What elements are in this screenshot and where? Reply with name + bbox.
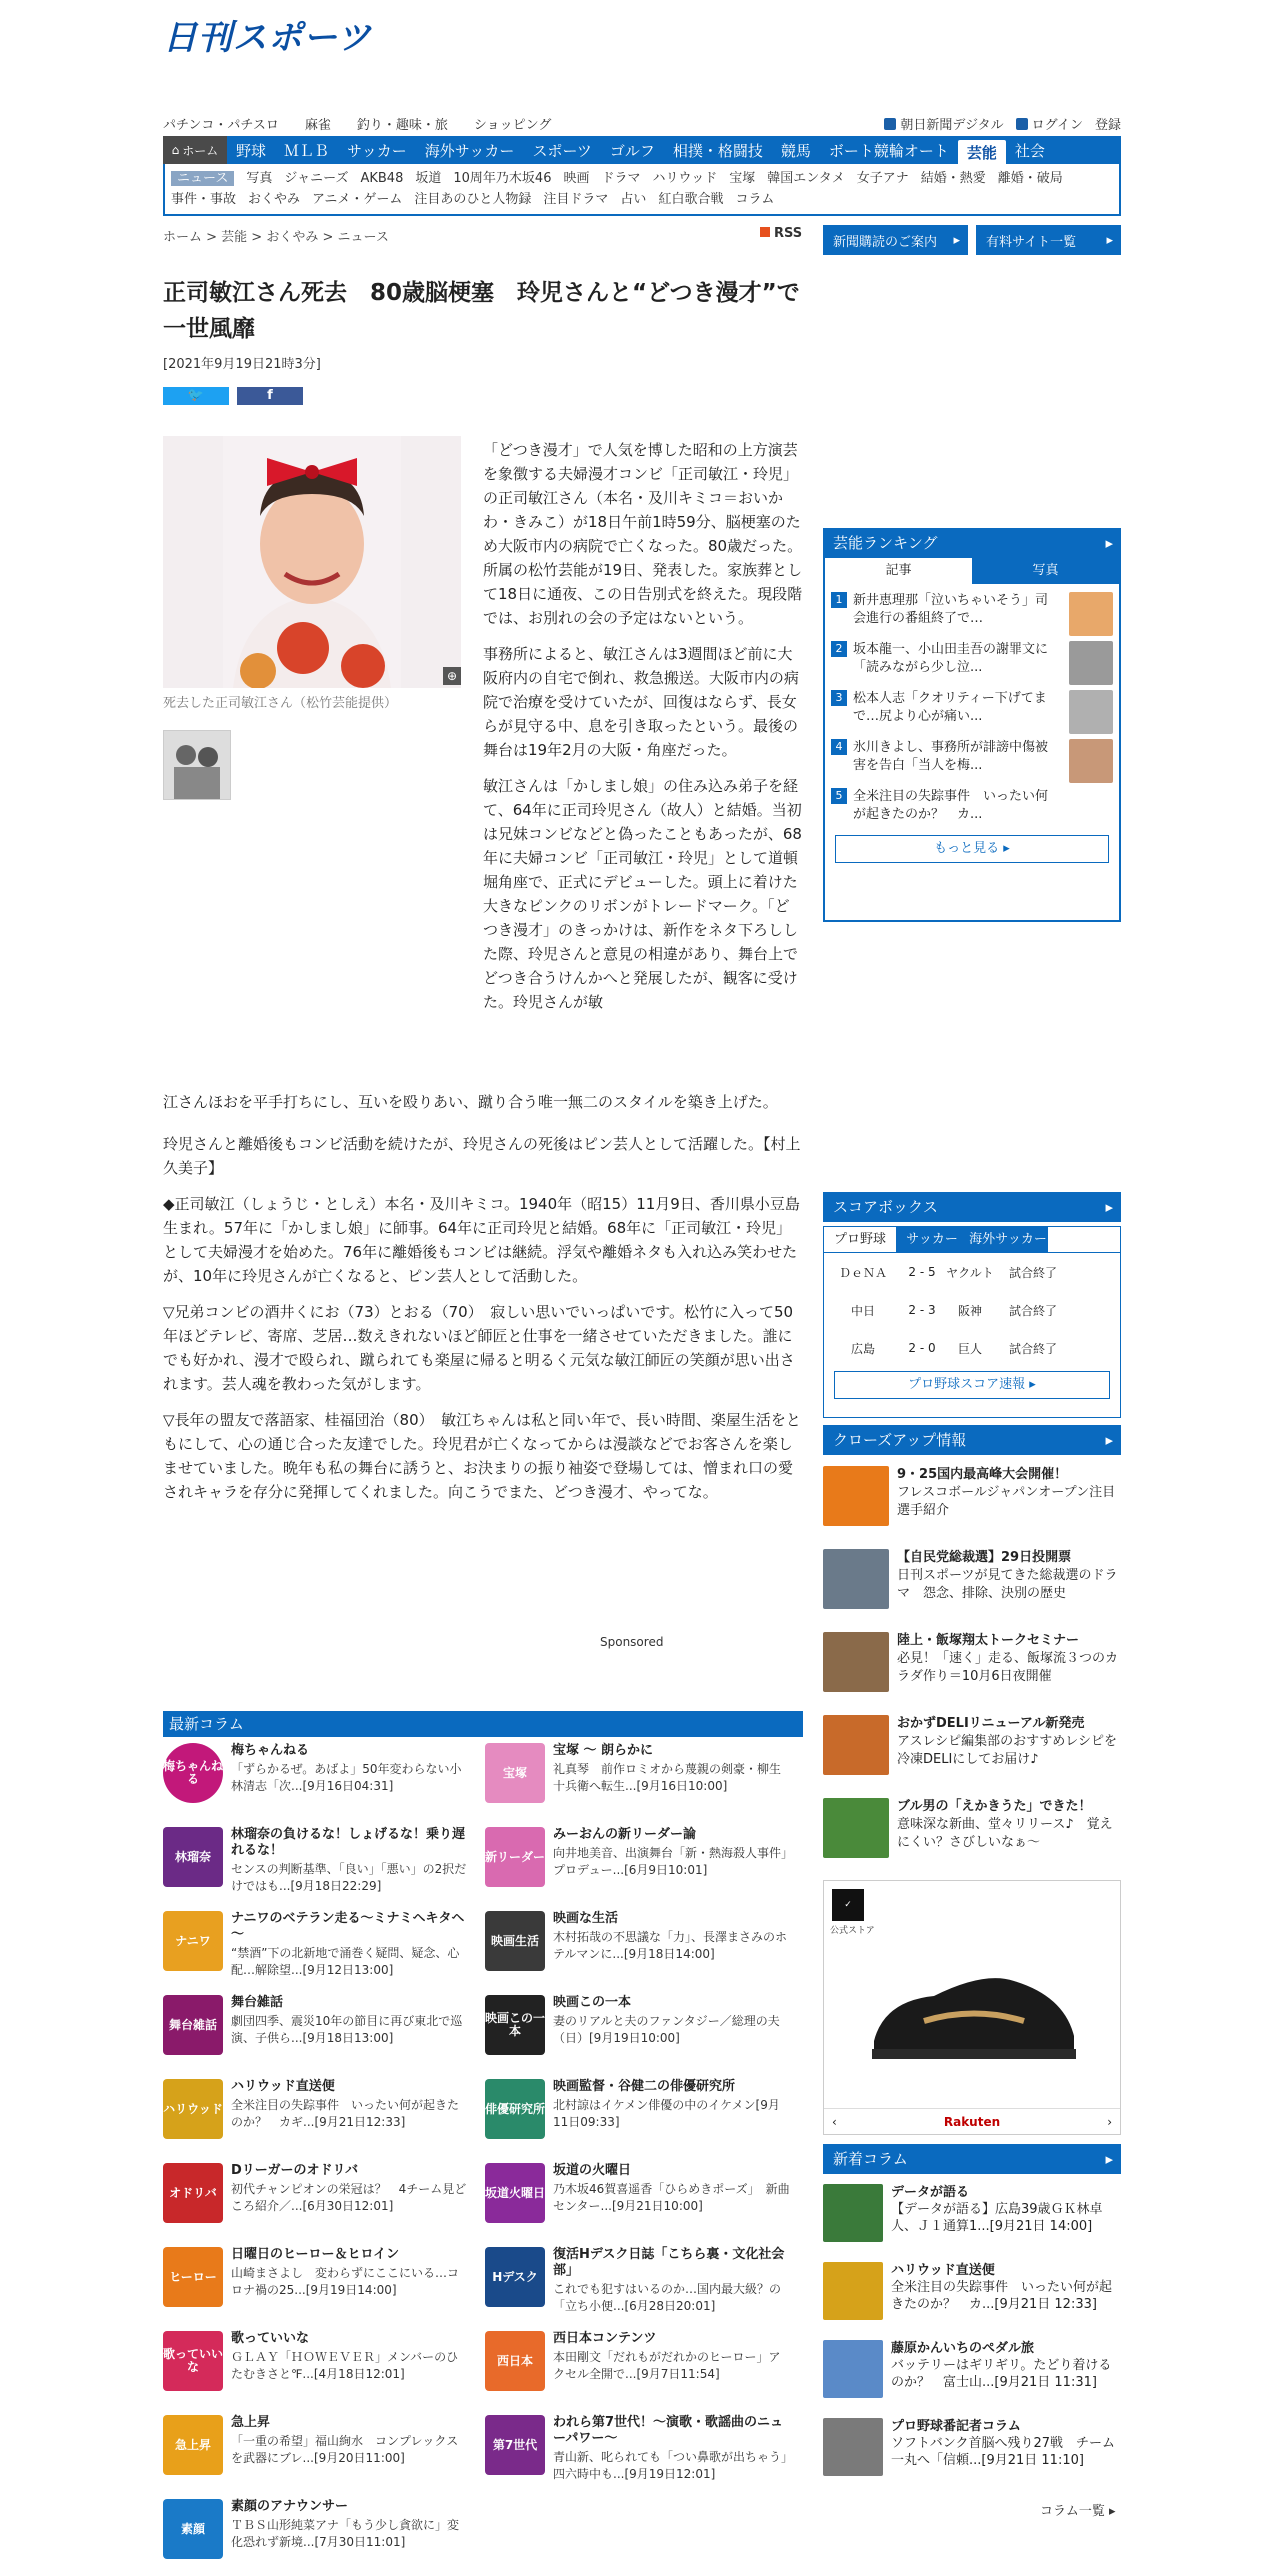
newcol-item[interactable]	[823, 2340, 1121, 2398]
newcol-text[interactable]: 全米注目の失踪事件 いったい何が起きたのか？ カ...[9月21日 12:33]	[891, 2280, 1113, 2312]
newcol-image	[823, 2418, 883, 2476]
column-item[interactable]	[485, 2331, 799, 2411]
home-team: ＤｅＮＡ	[838, 1265, 887, 1280]
ranking-box	[823, 558, 1121, 922]
column-item[interactable]	[163, 2499, 477, 2568]
closeup-item[interactable]	[823, 1632, 1121, 1712]
column-snippet[interactable]: 向井地美音、出演舞台「新・熱海殺人事件」プロデュー...[6月9日10:01]	[553, 1846, 788, 1877]
subnav-item[interactable]: 紅白歌合戦	[658, 192, 724, 207]
breadcrumb[interactable]: ホーム > 芸能 > おくやみ > ニュース	[163, 230, 389, 245]
score: 2 - 5	[908, 1265, 936, 1279]
paragraph: ◆正司敏江（しょうじ・としえ）本名・及川キミコ。1940年（昭15）11月9日、香川県小豆島生まれ。57年に「かしまし娘」に師事。64年に正司玲児と結婚。68年に「正司敏江・玲児」として夫婦漫才を始めた。76年に離婚後もコンビは継続。浮気や離婚ネタも入れ込み笑わせたが、10年に玲児さんが亡くなると、ピン芸人として活動した。	[163, 1195, 800, 1285]
column-item[interactable]	[163, 2079, 477, 2159]
top-links	[163, 114, 577, 133]
subnav-item[interactable]: 坂道	[415, 171, 442, 186]
column-title[interactable]: 歌っていいな	[231, 2331, 310, 2346]
photo-caption: 死去した正司敏江さん（松竹芸能提供）	[163, 696, 398, 711]
ranking-item[interactable]	[825, 633, 1119, 682]
subnav-item[interactable]: 写真	[246, 171, 273, 186]
column-icon: 映画この一本	[485, 1995, 545, 2055]
portrait-image	[163, 436, 461, 688]
column-item[interactable]	[485, 1743, 799, 1823]
column-item[interactable]	[163, 1827, 477, 1907]
column-snippet[interactable]: 礼真琴 前作ロミオから蔑親の剣豪・柳生十兵衛へ転生...[9月16日10:00]	[553, 1762, 782, 1793]
column-title[interactable]: 舞台雑話	[231, 1995, 284, 2010]
facebook-icon: f	[267, 388, 273, 403]
column-snippet[interactable]: 劇団四季、震災10年の節目に再び東北で巡演、子供ら...[9月18日13:00]	[231, 2014, 463, 2045]
column-snippet[interactable]: “禁酒”下の北新地で涌巻く疑問、疑念、心配…解除望...[9月12日13:00]	[231, 1946, 460, 1977]
twitter-share-button[interactable]	[163, 387, 229, 405]
thumbnail-image	[164, 731, 230, 799]
score-more-button[interactable]: プロ野球スコア速報 ▸	[834, 1371, 1110, 1399]
newcol-image	[823, 2184, 883, 2242]
column-icon: 歌っていいな	[163, 2331, 223, 2391]
nav-soccer[interactable]: サッカー	[347, 141, 407, 160]
closeup-text[interactable]: アスレシピ編集部のおすすめレシピを冷凍DELIにしてお届け♪	[897, 1734, 1117, 1767]
column-snippet[interactable]: ＧＬＡＹ「ＨＯＷＥＶＥＲ」メンバーのひたむきさと℉...[4月18日12:01]	[231, 2350, 459, 2381]
sponsored-label: Sponsored	[600, 1635, 664, 1649]
column-item[interactable]	[163, 2331, 477, 2411]
score: 2 - 3	[908, 1303, 936, 1317]
advertisement[interactable]	[823, 1880, 1121, 2135]
newcol-text[interactable]: バッテリーはギリギリ。たどり着けるのか？ 富士山...[9月21日 11:31]	[891, 2358, 1112, 2390]
rank-number: 3	[831, 690, 847, 706]
latest-columns-heading: 最新コラム	[163, 1711, 803, 1737]
subnav-item[interactable]: 10周年乃木坂46	[453, 171, 552, 186]
subnav-item[interactable]: AKB48	[360, 171, 404, 186]
nav-home[interactable]: ⌂ ホーム	[163, 136, 227, 164]
ranking-item[interactable]	[825, 584, 1119, 633]
closeup-image	[823, 1798, 889, 1858]
rss-icon	[760, 227, 770, 237]
column-title[interactable]: みーおんの新リーダー論	[553, 1827, 697, 1842]
subnav-item[interactable]: 女子アナ	[856, 171, 909, 186]
column-icon: 坂道火曜日	[485, 2163, 545, 2223]
toplink-pachinko[interactable]: パチンコ・パチスロ	[163, 118, 279, 133]
column-icon: 急上昇	[163, 2415, 223, 2475]
scorebox-heading: スコアボックス ▸	[823, 1192, 1121, 1222]
column-item[interactable]	[485, 2247, 799, 2327]
closeup-text[interactable]: フレスコボールジャパンオープン注目選手紹介	[897, 1485, 1116, 1518]
column-item[interactable]	[163, 2415, 477, 2495]
column-snippet[interactable]: これでも犯すはいるのか…国内最大級？の「立ち小便...[6月28日20:01]	[553, 2282, 782, 2313]
closeup-item[interactable]	[823, 1798, 1121, 1878]
subnav-news[interactable]: ニュース	[171, 171, 234, 186]
rank-photo[interactable]	[1069, 739, 1113, 783]
rank-number: 4	[831, 739, 847, 755]
rank-photo[interactable]	[1069, 641, 1113, 685]
rakuten-logo: Rakuten	[943, 2114, 1001, 2129]
rank-title[interactable]: 新井恵理那「泣いちゃいそう」司会進行の番組終了で…	[853, 593, 1049, 626]
closeup-item[interactable]	[823, 1549, 1121, 1629]
column-item[interactable]	[485, 1827, 799, 1907]
rank-number: 1	[831, 592, 847, 608]
closeup-text[interactable]: 必見！「速く」走る、飯塚流３つのカラダ作り＝10月6日夜開催	[897, 1651, 1119, 1684]
account-links	[872, 114, 1121, 133]
column-index-link[interactable]: コラム一覧 ▸	[1040, 2504, 1116, 2519]
rank-title[interactable]: 全米注目の失踪事件 いったい何が起きたのか？ カ...	[853, 789, 1049, 822]
column-title[interactable]: 梅ちゃんねる	[231, 1743, 310, 1758]
column-icon: ナニワ	[163, 1911, 223, 1971]
photo-thumbnail[interactable]	[163, 730, 231, 800]
twitter-icon: 🐦	[187, 388, 205, 403]
paid-sites-button[interactable]: 有料サイト一覧 ▸	[976, 225, 1121, 255]
subnav-item[interactable]: 離婚・破局	[997, 171, 1063, 186]
nav-society[interactable]: 社会	[1014, 141, 1045, 160]
paragraph: 玲児さんと離婚後もコンビ活動を続けたが、玲児さんの死後はピン芸人として活躍した。【村上久美子】	[163, 1135, 801, 1177]
column-title[interactable]: 西日本コンテンツ	[553, 2331, 657, 2346]
column-item[interactable]	[163, 1911, 477, 1991]
newcol-title[interactable]: ハリウッド直送便	[891, 2263, 995, 2278]
main-nav	[163, 136, 1121, 164]
column-icon: オドリバ	[163, 2163, 223, 2223]
article-body-top	[483, 438, 803, 1014]
ad-shop-label: 公式ストア	[830, 1926, 875, 1936]
column-snippet[interactable]: 北村諒はイケメン俳優の中のイケメン[9月11日09:33]	[553, 2098, 780, 2129]
column-snippet[interactable]: 妻のリアルと夫のファンタジー／総理の夫（日）[9月19日10:00]	[553, 2014, 780, 2045]
nav-boat[interactable]: ボート競輪オート	[828, 141, 949, 160]
column-item[interactable]	[485, 2415, 799, 2495]
paragraph: ▽兄弟コンビの酒井くにお（73）とおる（70） 寂しい思いでいっぱいです。松竹に入って50年ほどテレビ、寄席、芝居…数えきれないほど師匠と仕事を一緒させていただきました。誰にでも好かれ、漫才で殴られ、蹴られても楽屋に帰ると明るく元気な敏江師匠の笑顔が思い出されます。芸人魂を教わった気がします。	[163, 1303, 795, 1393]
column-title[interactable]: 映画な生活	[553, 1911, 619, 1926]
column-item[interactable]	[485, 2163, 799, 2243]
game-status[interactable]: 試合終了	[1008, 1303, 1057, 1318]
subnav-item[interactable]: コラム	[735, 192, 775, 207]
score-row[interactable]	[824, 1329, 1120, 1367]
nav-sumo[interactable]: 相撲・格闘技	[672, 141, 763, 160]
toplink-shopping[interactable]: ショッピング	[473, 118, 552, 133]
column-snippet[interactable]: 山崎まさよし 変わらずにここにいる…コロナ禍の25...[9月19日14:00]	[231, 2266, 460, 2297]
column-item[interactable]	[485, 1995, 799, 2075]
nav-entertainment[interactable]: 芸能	[958, 140, 1006, 164]
paragraph: 「どつき漫才」で人気を博した昭和の上方演芸を象徴する夫婦漫才コンビ「正司敏江・玲児」の正司敏江さん（本名・及川キミコ＝おいかわ・きみこ）が18日午前1時59分、脳梗塞のため大阪市内の病院で亡くなった。80歳だった。所属の松竹芸能が19日、発表した。家族葬として18日に通夜、この日告別式を終えた。現段階では、お別れの会の予定はないという。	[483, 441, 803, 627]
column-icon: Hデスク	[485, 2247, 545, 2307]
score-row[interactable]	[824, 1291, 1120, 1329]
subnav-item[interactable]: 占い	[620, 192, 647, 207]
column-snippet[interactable]: 「ずらかるぜ。あばよ」50年変わらない小林清志「次...[9月16日04:31]	[231, 1762, 462, 1793]
zoom-icon[interactable]: ⊕	[443, 667, 461, 685]
column-snippet[interactable]: 木村拓哉の不思議な「力」、長澤まさみのホテルマンに...[9月18日14:00]	[553, 1930, 788, 1961]
closeup-title[interactable]: 9・25国内最高峰大会開催！	[897, 1467, 1068, 1482]
ranking-tab-photos[interactable]: 写真	[972, 558, 1119, 584]
subnav-item[interactable]: 事件・事故	[171, 192, 237, 207]
column-title[interactable]: 日曜日のヒーロー＆ヒロイン	[231, 2247, 400, 2262]
site-logo[interactable]: 日刊スポーツ	[163, 18, 372, 58]
column-icon: 第7世代	[485, 2415, 545, 2475]
ranking-item[interactable]	[825, 780, 1119, 829]
subnav-item[interactable]: おくやみ	[248, 192, 301, 207]
ranking-list	[825, 584, 1119, 829]
column-snippet[interactable]: 本田剛文「だれもがだれかのヒーロー」アクセル全開で...[9月7日11:54]	[553, 2350, 781, 2381]
column-icon: 西日本	[485, 2331, 545, 2391]
ad-next-icon[interactable]: ›	[1107, 2114, 1112, 2129]
closeup-item[interactable]	[823, 1715, 1121, 1795]
paragraph: 江さんほおを平手打ちにし、互いを殴りあい、蹴り合う唯一無二のスタイルを築き上げた。	[163, 1093, 778, 1111]
article-title: 正司敏江さん死去 80歳脳梗塞 玲児さんと“どつき漫才”で一世風靡	[163, 280, 800, 342]
nav-world-soccer[interactable]: 海外サッカー	[424, 141, 515, 160]
closeup-image	[823, 1715, 889, 1775]
column-item[interactable]	[163, 2247, 477, 2327]
newcol-text[interactable]: 【データが語る】広島39歳ＧＫ林卓人、Ｊ１通算1...[9月21日 14:00]	[891, 2202, 1103, 2234]
rank-photo[interactable]	[1069, 592, 1113, 636]
column-snippet[interactable]: センスの判断基準、「良い」「悪い」の2択だけではも...[9月18日22:29]	[231, 1862, 467, 1893]
closeup-item[interactable]	[823, 1466, 1121, 1546]
subnav-item[interactable]: 韓国エンタメ	[767, 171, 845, 186]
paragraph: 敏江さんは「かしまし娘」の住み込み弟子を経て、64年に正司玲児さん（故人）と結婚。当初は兄妹コンビなどと偽ったこともあったが、68年に夫婦コンビ「正司敏江・玲児」として道頓堀角座で、正式にデビューした。頭上に着けた大きなピンクのリボンがトレードマーク。「どつき漫才」のきっかけは、新作をネタ下ろしした際、玲児さんと意見の相違があり、舞台上でどつき合うけんかへと発展したが、観客に受けた。玲児さんが敏	[483, 777, 802, 1011]
column-title[interactable]: ハリウッド直送便	[231, 2079, 335, 2094]
column-icon: 映画生活	[485, 1911, 545, 1971]
subnav-item[interactable]: 映画	[563, 171, 590, 186]
column-title[interactable]: 急上昇	[231, 2415, 271, 2430]
closeup-image	[823, 1466, 889, 1526]
score: 2 - 0	[908, 1341, 936, 1355]
nav-golf[interactable]: ゴルフ	[609, 141, 655, 160]
column-item[interactable]	[485, 2079, 799, 2159]
game-status[interactable]: 試合終了	[1008, 1341, 1057, 1356]
rank-number: 2	[831, 641, 847, 657]
rank-photo[interactable]	[1069, 690, 1113, 734]
closeup-text[interactable]: 日刊スポーツが見てきた総裁選のドラマ 怨念、排除、決別の歴史	[897, 1568, 1118, 1601]
column-snippet[interactable]: 全米注目の失踪事件 いったい何が起きたのか？ カギ...[9月21日12:33]	[231, 2098, 460, 2129]
ranking-item[interactable]	[825, 682, 1119, 731]
home-icon: ⌂	[171, 143, 180, 157]
ranking-tab-articles[interactable]: 記事	[825, 558, 972, 584]
closeup-title[interactable]: 【自民党総裁選】29日投開票	[897, 1550, 1072, 1565]
column-icon: 宝塚	[485, 1743, 545, 1803]
nav-baseball[interactable]: 野球	[236, 141, 267, 160]
column-title[interactable]: Dリーガーのオドリバ	[231, 2163, 359, 2178]
subnav-item[interactable]: 宝塚	[729, 171, 756, 186]
closeup-image	[823, 1549, 889, 1609]
score-list	[824, 1253, 1120, 1367]
home-team: 中日	[850, 1303, 875, 1318]
column-item[interactable]	[163, 2163, 477, 2243]
subnav-item[interactable]: ドラマ	[601, 171, 641, 186]
newcol-item[interactable]	[823, 2262, 1121, 2320]
toplink-mahjong[interactable]: 麻雀	[304, 118, 331, 133]
subnav-item[interactable]: 注目あのひと人物録	[414, 192, 532, 207]
rank-number: 5	[831, 788, 847, 804]
away-team: 阪神	[957, 1303, 982, 1318]
column-title[interactable]: 宝塚 ～ 朗らかに	[553, 1743, 654, 1758]
ranking-more-button[interactable]: もっと見る ▸	[835, 835, 1109, 863]
subnav-item[interactable]: アニメ・ゲーム	[312, 192, 403, 207]
column-title[interactable]: 林瑠奈の負けるな！しょげるな！乗り遅れるな！	[231, 1827, 466, 1858]
nav-sports[interactable]: スポーツ	[532, 141, 592, 160]
column-snippet[interactable]: 「一重の希望」福山絢水 コンプレックスを武器にブレ...[9月20日11:00]	[231, 2434, 459, 2465]
column-icon: 新リーダー	[485, 1827, 545, 1887]
closeup-heading: クローズアップ情報 ▸	[823, 1425, 1121, 1455]
subnav-item[interactable]: ジャニーズ	[284, 171, 349, 186]
away-team: ヤクルト	[946, 1265, 994, 1280]
column-icon: 舞台雑話	[163, 1995, 223, 2055]
rank-title[interactable]: 松本人志「クオリティー下げてまで…尻より心が痛い...	[853, 691, 1047, 724]
newcol-title[interactable]: データが語る	[891, 2185, 970, 2200]
column-item[interactable]	[485, 1911, 799, 1991]
nike-logo: ✓	[832, 1889, 864, 1921]
game-status[interactable]: 試合終了	[1008, 1265, 1057, 1280]
newcol-item[interactable]	[823, 2418, 1121, 2476]
register-link[interactable]: 登録	[1094, 118, 1121, 133]
asahi-icon	[884, 118, 896, 130]
column-title[interactable]: 映画この一本	[553, 1995, 632, 2010]
column-title[interactable]: ナニワのベテラン走る～ミナミヘキタヘ～	[231, 1911, 465, 1942]
ad-prev-icon[interactable]: ‹	[832, 2114, 837, 2129]
column-snippet[interactable]: 乃木坂46賀喜遥香「ひらめきポーズ」 新曲センター...[9月21日10:00]	[553, 2182, 790, 2213]
closeup-title[interactable]: 陸上・飯塚翔太トークセミナー	[897, 1633, 1080, 1648]
login-icon	[1016, 118, 1028, 130]
sub-nav	[163, 164, 1121, 216]
rss-link[interactable]: RSS	[760, 226, 802, 241]
ranking-item[interactable]	[825, 731, 1119, 780]
column-icon: 俳優研究所	[485, 2079, 545, 2139]
column-item[interactable]	[163, 1743, 477, 1823]
newcol-text[interactable]: ソフトバンク首脳へ残り27戦 チーム一丸へ「信頼...[9月21日 11:10]	[891, 2436, 1116, 2468]
column-icon: ハリウッド	[163, 2079, 223, 2139]
closeup-title[interactable]: ブル男の「えかきうた」できた！	[897, 1799, 1092, 1814]
column-icon: 梅ちゃんねる	[163, 1743, 223, 1803]
column-icon: ヒーロー	[163, 2247, 223, 2307]
closeup-image	[823, 1632, 889, 1692]
column-snippet[interactable]: 初代チャンピオンの栄冠は？ 4チーム見どころ紹介／...[6月30日12:01]	[231, 2182, 467, 2213]
newcol-image	[823, 2340, 883, 2398]
newcols-heading: 新着コラム ▸	[823, 2144, 1121, 2174]
toplink-fishing[interactable]: 釣り・趣味・旅	[356, 118, 448, 133]
scorebox	[823, 1226, 1121, 1418]
score-tab-world-soccer[interactable]: 海外サッカー	[968, 1227, 1048, 1252]
subscribe-button[interactable]: 新聞購読のご案内 ▸	[823, 225, 968, 255]
subnav-item[interactable]: 注目ドラマ	[543, 192, 609, 207]
column-title[interactable]: 坂道の火曜日	[553, 2163, 632, 2178]
home-team: 広島	[850, 1341, 875, 1356]
newcol-title[interactable]: 藤原かんいちのペダル旅	[891, 2341, 1035, 2356]
article-date: [2021年9月19日21時3分]	[163, 357, 321, 372]
nav-keiba[interactable]: 競馬	[780, 141, 811, 160]
score-row[interactable]	[824, 1253, 1120, 1291]
column-title[interactable]: 素顔のアナウンサー	[231, 2499, 349, 2514]
column-icon: 素顔	[163, 2499, 223, 2559]
nav-mlb[interactable]: ＭＬＢ	[284, 141, 330, 160]
score-tab-soccer[interactable]: サッカー	[896, 1227, 968, 1252]
column-snippet[interactable]: 青山新、叱られても「つい鼻歌が出ちゃう」四六時中も...[9月19日12:01]	[553, 2450, 788, 2481]
newcol-item[interactable]	[823, 2184, 1121, 2242]
article-photo[interactable]	[163, 436, 461, 688]
closeup-title[interactable]: おかずDELIリニューアル新発売	[897, 1716, 1085, 1731]
column-title[interactable]: われら第7世代！～演歌・歌謡曲のニューパワー～	[553, 2415, 784, 2446]
away-team: 巨人	[957, 1341, 982, 1356]
score-tab-npb[interactable]: プロ野球	[824, 1227, 896, 1252]
article-body	[163, 1090, 803, 1516]
rank-title[interactable]: 坂本龍一、小山田圭吾の謝罪文に「読みながら少し泣...	[853, 642, 1049, 675]
closeup-text[interactable]: 意味深な新曲、堂々リリース♪ 覚えにくい？さびしいなぁ～	[897, 1817, 1113, 1850]
column-snippet[interactable]: ＴＢＳ山形純菜アナ「もう少し貪欲に」変化恐れず新境...[7月30日11:01]	[231, 2518, 460, 2549]
rank-title[interactable]: 氷川きよし、事務所が誹謗中傷被害を告白「当人を梅...	[853, 740, 1049, 773]
paragraph: 事務所によると、敏江さんは3週間ほど前に大阪府内の自宅で倒れ、救急搬送。大阪市内の病院で治療を受けていたが、回復はならず、長女らが見守る中、息を引き取ったという。最後の舞台は19年2月の大阪・角座だった。	[483, 645, 799, 759]
newcol-title[interactable]: プロ野球番記者コラム	[891, 2419, 1021, 2434]
ranking-heading[interactable]: 芸能ランキング ▸	[823, 528, 1121, 558]
subnav-item[interactable]: 結婚・熱愛	[920, 171, 986, 186]
newcol-image	[823, 2262, 883, 2320]
column-icon: 林瑠奈	[163, 1827, 223, 1887]
paragraph: ▽長年の盟友で落語家、桂福団治（80） 敏江ちゃんは私と同い年で、長い時間、楽屋生活をともにして、心の通じ合った友達でした。玲児君が亡くなってからは漫談などでお客さんを楽しませていました。晩年も私の舞台に誘うと、お決まりの振り袖姿で登場しては、憎まれ口の愛されキャラを存分に発揮してくれました。向こうでまた、どつき漫才、やってな。	[163, 1411, 801, 1501]
subnav-item[interactable]: ハリウッド	[652, 171, 718, 186]
facebook-share-button[interactable]	[237, 387, 303, 405]
login-link[interactable]: ログイン	[1016, 118, 1083, 133]
column-item[interactable]	[163, 1995, 477, 2075]
asahi-link[interactable]: 朝日新聞デジタル	[884, 118, 1003, 133]
shoe-image	[864, 1941, 1084, 2071]
column-title[interactable]: 復活Hデスク日誌「こちら裏・文化社会部」	[553, 2247, 785, 2278]
column-title[interactable]: 映画監督・谷健二の俳優研究所	[553, 2079, 736, 2094]
